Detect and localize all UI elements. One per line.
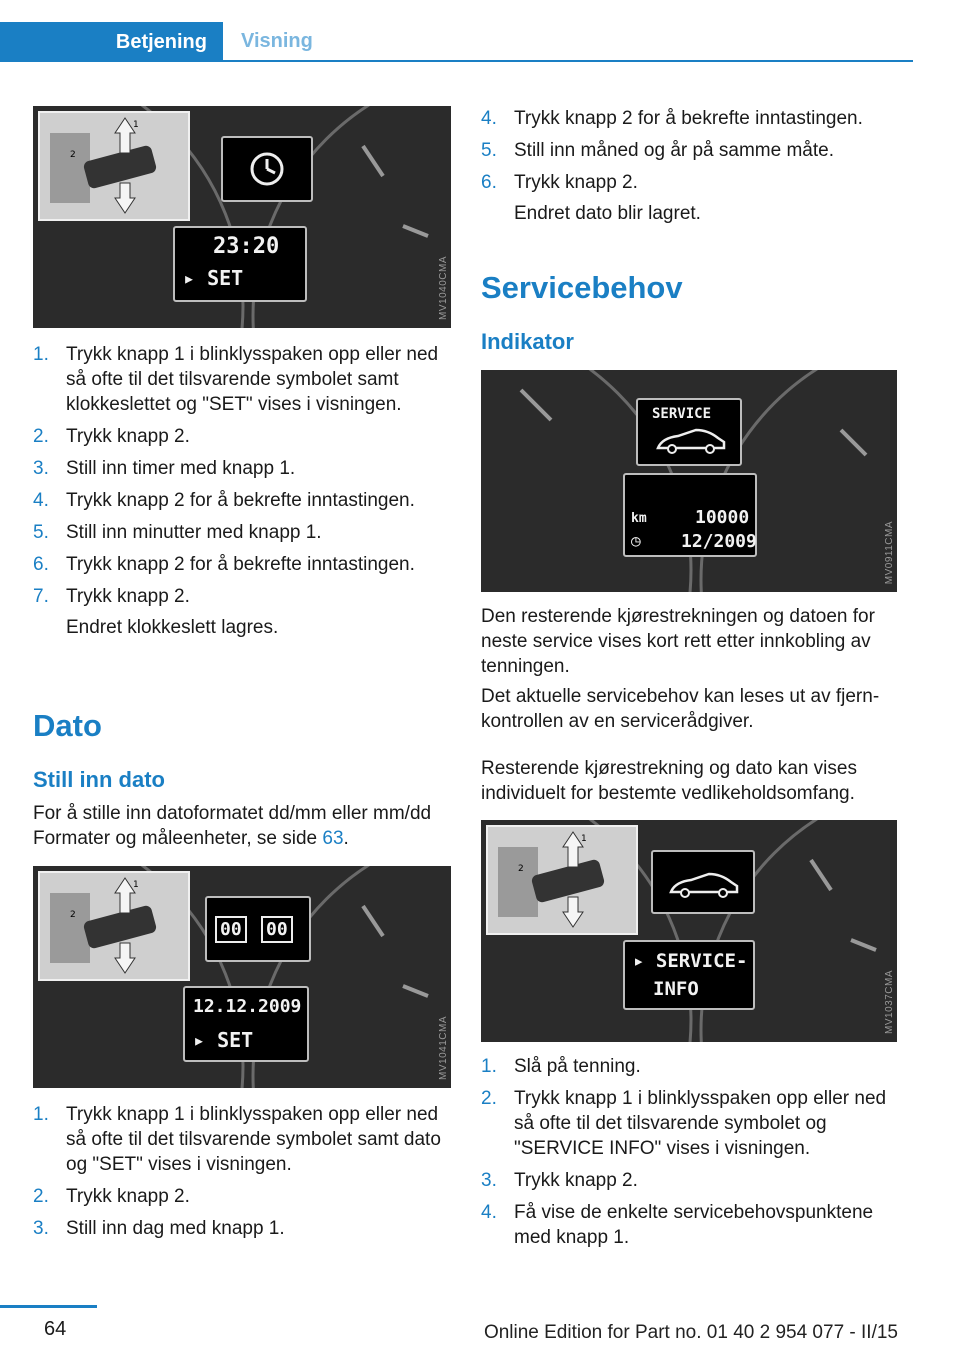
service-values-display [623, 473, 757, 557]
service-info-line2: INFO [653, 978, 699, 1000]
service-symbol-display [636, 398, 742, 466]
stalk-inset [38, 111, 190, 221]
list-item: 2. Trykk knapp 2. [33, 426, 190, 447]
header-tabs [0, 22, 895, 62]
service-info-figure [481, 820, 897, 1042]
calendar-icon: 00 [261, 916, 293, 943]
calendar-symbol-display [205, 896, 311, 962]
figure-id: MV1041CMA [438, 1016, 449, 1080]
clock-text-display [173, 226, 307, 302]
service-info-steps [481, 1054, 897, 1257]
date-text-display [183, 986, 309, 1062]
svg-text:2: 2 [70, 150, 76, 160]
list-item: 3. Still inn dag med knapp 1. [33, 1218, 285, 1239]
list-item: 4. Trykk knapp 2 for å bekrefte inntastingen. [33, 490, 415, 511]
list-item: 1. Slå på tenning. [481, 1056, 641, 1077]
date-value: 12/2009 [681, 531, 757, 552]
figure-id: MV1037CMA [884, 970, 895, 1034]
list-item: 7. Trykk knapp 2. Endret klokkeslett lagres. [33, 586, 279, 638]
set-label: ▸ SET [183, 266, 244, 290]
subheading-indikator: Indikator [481, 329, 574, 354]
service-info-display [623, 940, 755, 1010]
set-label: ▸ SET [193, 1028, 254, 1052]
service-paragraph-1: Den resterende kjørestrekningen og datoen for neste service vises kort rett etter innkobling av tenningen. [481, 606, 875, 677]
service-paragraph-3: Resterende kjørestrekning og dato kan vises individuelt for bestemte vedlikeholdsomfang. [481, 758, 857, 804]
list-item: 1. Trykk knapp 1 i blinklysspaken opp eller ned så ofte til det tilsvarende symbolet samt klokkeslettet og "SET" vises i visningen. [33, 344, 439, 415]
list-item: 4. Trykk knapp 2 for å bekrefte inntastingen. [481, 108, 863, 129]
list-item: 4. Få vise de enkelte servicebehovspunktene med knapp 1. [481, 1202, 874, 1248]
turn-signal-stalk-icon [488, 827, 636, 933]
list-item: 5. Still inn minutter med knapp 1. [33, 522, 322, 543]
date-figure [33, 866, 451, 1088]
list-item: 2. Trykk knapp 2. [33, 1186, 190, 1207]
clock-steps [33, 342, 451, 647]
page-number: 64 [44, 1318, 67, 1340]
edition-note: Online Edition for Part no. 01 40 2 954 077 - II/15 [483, 1322, 898, 1343]
figure-id: MV0911CMA [884, 520, 895, 584]
date-value: 12.12.2009 [193, 996, 302, 1017]
heading-servicebehov: Servicebehov [481, 270, 683, 305]
clock-figure [33, 106, 451, 328]
stalk-inset [38, 871, 190, 981]
set-text: SET [207, 266, 244, 290]
turn-signal-stalk-icon [40, 113, 188, 219]
list-item: 1. Trykk knapp 1 i blinklysspaken opp eller ned så ofte til det tilsvarende symbolet samt dato og "SET" vises i visningen. [33, 1104, 441, 1175]
svg-text:1: 1 [133, 880, 139, 890]
km-value: 10000 [695, 507, 750, 528]
svg-text:2: 2 [70, 910, 76, 920]
list-item: 6. Trykk knapp 2 for å bekrefte inntastingen. [33, 554, 415, 575]
clock-icon [223, 138, 311, 200]
service-label: SERVICE [652, 406, 712, 422]
footer-rule [0, 1305, 97, 1308]
car-icon [653, 852, 753, 912]
date-steps [33, 1102, 451, 1248]
dato-paragraph: For å stille inn datoformatet dd/mm eller mm/dd Formater og måleenheter, se side 63. [33, 803, 432, 849]
set-text: SET [217, 1028, 254, 1052]
clock-symbol-display [221, 136, 313, 202]
subheading-still-inn-dato: Still inn dato [33, 767, 165, 792]
figure-id: MV1040CMA [438, 256, 449, 320]
page-link[interactable]: 63 [322, 828, 344, 849]
list-item: 5. Still inn måned og år på samme måte. [481, 140, 834, 161]
tab-betjening[interactable]: Betjening [0, 22, 223, 62]
list-item: 2. Trykk knapp 1 i blinklysspaken opp eller ned så ofte til det tilsvarende symbolet og "SERVICE INFO" vises i visningen. [481, 1088, 887, 1159]
date-steps-continued [481, 106, 897, 233]
service-indicator-figure [481, 370, 897, 592]
service-info-line1: ▸ SERVICE- [633, 950, 748, 972]
svg-text:2: 2 [518, 864, 524, 874]
calendar-icon: 00 [215, 916, 247, 943]
list-item: 6. Trykk knapp 2. Endret dato blir lagret. [481, 172, 701, 224]
km-label: km [631, 511, 647, 526]
service-paragraph-2: Det aktuelle servicebehov kan leses ut av fjernkontrollen av en servicerådgiver. [481, 686, 880, 732]
car-symbol-display [651, 850, 755, 914]
list-item: 3. Trykk knapp 2. [481, 1170, 638, 1191]
turn-signal-stalk-icon [40, 873, 188, 979]
stalk-inset [486, 825, 638, 935]
heading-dato: Dato [33, 708, 102, 743]
time-value: 23:20 [213, 234, 280, 259]
tab-visning[interactable]: Visning [223, 22, 913, 62]
svg-text:1: 1 [581, 834, 587, 844]
car-icon [638, 400, 740, 464]
list-item: 3. Still inn timer med knapp 1. [33, 458, 296, 479]
svg-text:1: 1 [133, 120, 139, 130]
clock-small-icon: ◷ [631, 531, 641, 550]
